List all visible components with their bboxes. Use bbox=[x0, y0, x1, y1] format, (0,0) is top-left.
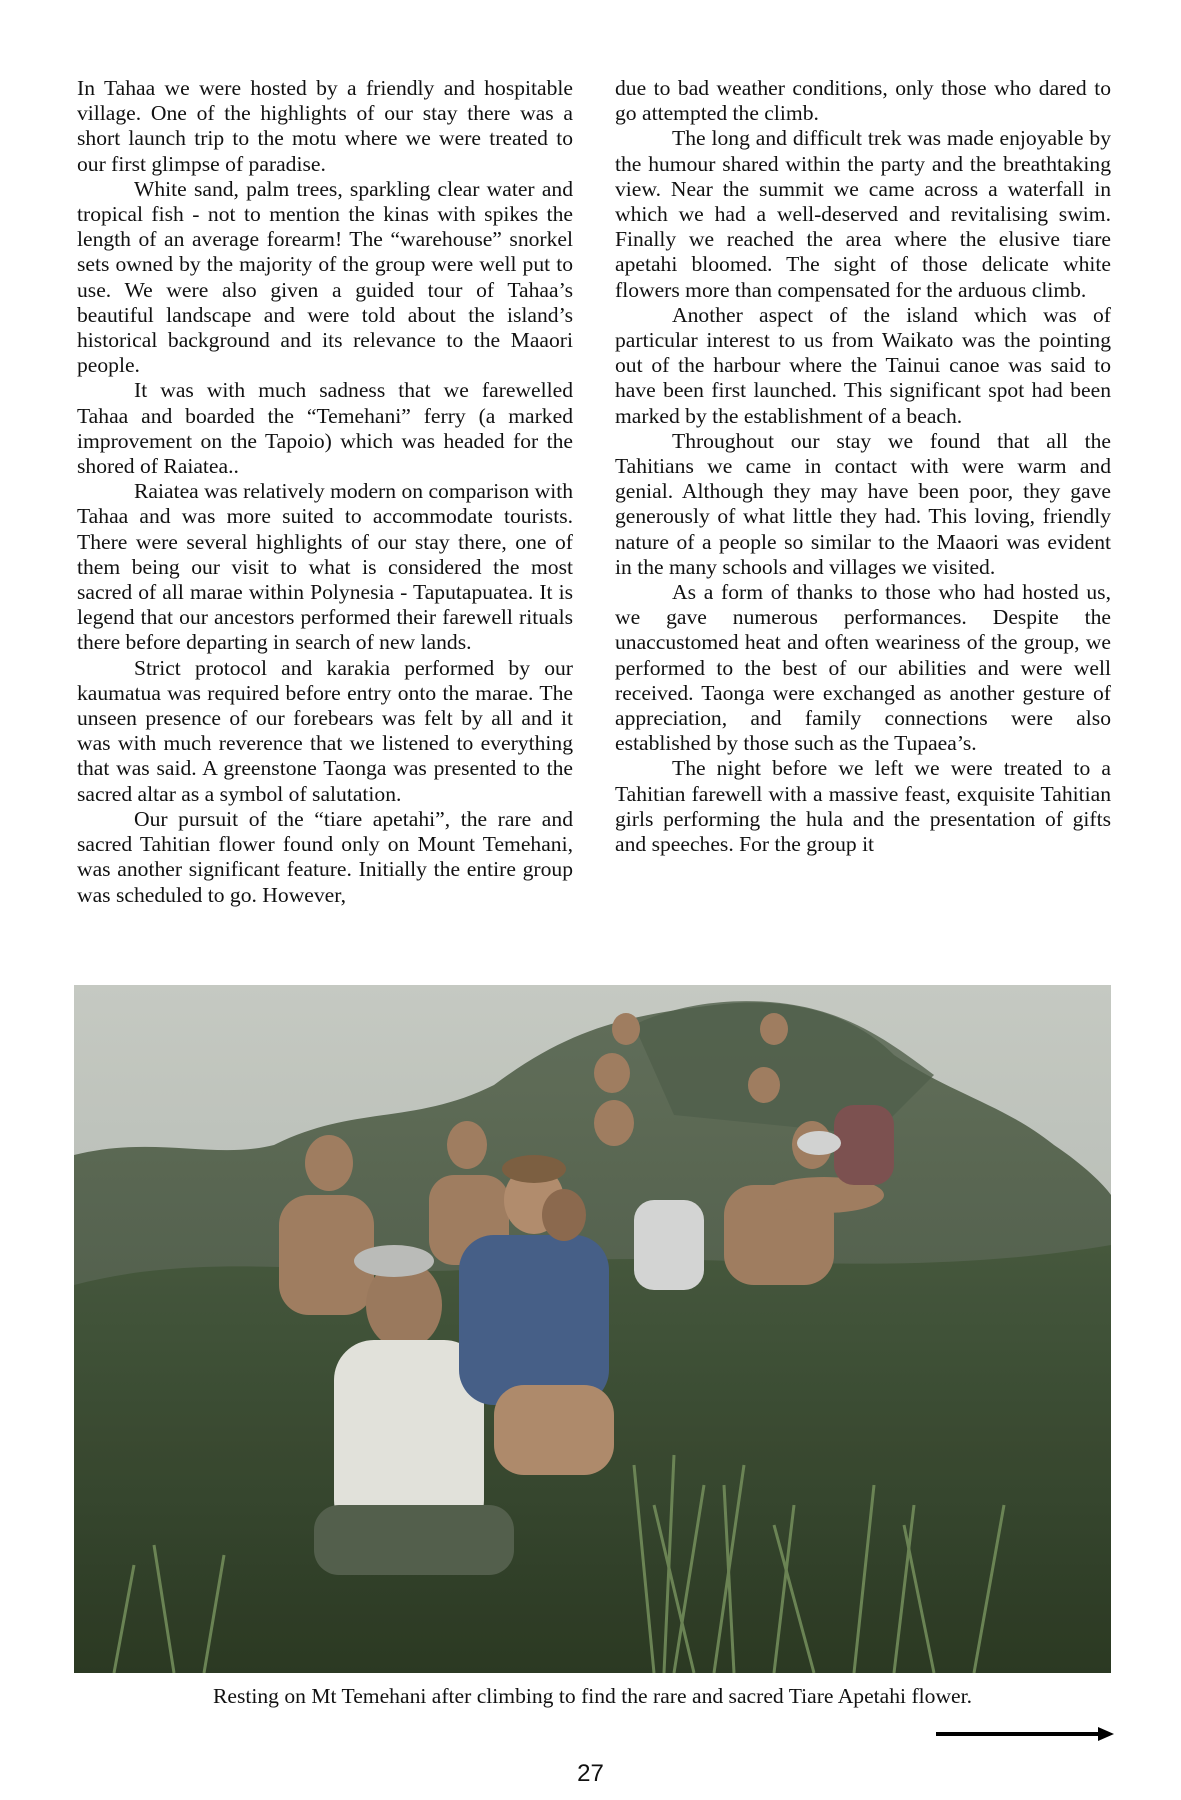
paragraph: due to bad weather conditions, only those who dared to go attempted the climb. bbox=[615, 76, 1111, 126]
paragraph: The long and difficult trek was made enjoyable by the humour shared within the party and the breathtaking view. Near the summit we came across a waterfall in which we had a well-deserved and revitalising swim. Finally we reached the area where the elusive tiare apetahi bloomed. The sight of those delicate white flowers more than compensated for the arduous climb. bbox=[615, 126, 1111, 302]
paragraph: As a form of thanks to those who had hosted us, we gave numerous performances. Despite the unaccustomed heat and often weariness of the group, we performed to the best of our abilities and were well received. Taonga were exchanged as another gesture of appreciation, and family connections were also established by those such as the Tupaea’s. bbox=[615, 580, 1111, 756]
paragraph: The night before we left we were treated to a Tahitian farewell with a massive feast, exquisite Tahitian girls performing the hula and the presentation of gifts and speeches. For the group it bbox=[615, 756, 1111, 857]
paragraph: Our pursuit of the “tiare apetahi”, the rare and sacred Tahitian flower found only on Mount Temehani, was another significant feature. Initially the entire group was scheduled to go. However, bbox=[77, 806, 573, 907]
group-photo bbox=[74, 985, 1111, 1673]
paragraph: It was with much sadness that we farewelled Tahaa and boarded the “Temehani” ferry (a marked improvement on the Tapoio) which was headed for the shored of Raiatea.. bbox=[77, 378, 573, 479]
paragraph: Raiatea was relatively modern on comparison with Tahaa and was more suited to accommodate tourists. There were several highlights of our stay there, one of them being our visit to what is considered the most sacred of all marae within Polynesia - Taputapuatea. It is legend that our ancestors performed their farewell rituals there before departing in search of new lands. bbox=[77, 479, 573, 655]
paragraph: Another aspect of the island which was of particular interest to us from Waikato was the pointing out of the harbour where the Tainui canoe was said to have been first launched. This significant spot had been marked by the establishment of a beach. bbox=[615, 302, 1111, 428]
article-left-column bbox=[77, 76, 573, 908]
photo-caption: Resting on Mt Temehani after climbing to find the rare and sacred Tiare Apetahi flower. bbox=[212, 1684, 973, 1708]
right-arrow-icon bbox=[936, 1726, 1114, 1742]
group-photo-illustration bbox=[74, 985, 1111, 1673]
paragraph: Throughout our stay we found that all the Tahitians we came in contact with were warm and genial. Although they may have been poor, they gave generously of what little they had. This loving, friendly nature of a people so similar to the Maaori was evident in the many schools and villages we visited. bbox=[615, 428, 1111, 579]
article-right-column bbox=[615, 76, 1111, 857]
paragraph: White sand, palm trees, sparkling clear water and tropical fish - not to mention the kinas with spikes the length of an average forearm! The “warehouse” snorkel sets owned by the majority of the group were well put to use. We were also given a guided tour of Tahaa’s beautiful landscape and were told about the island’s historical background and its relevance to the Maaori people. bbox=[77, 176, 573, 378]
paragraph: In Tahaa we were hosted by a friendly and hospitable village. One of the highlights of our stay there was a short launch trip to the motu where we were treated to our first glimpse of paradise. bbox=[77, 76, 573, 176]
page-number: 27 bbox=[577, 1760, 604, 1787]
paragraph: Strict protocol and karakia performed by our kaumatua was required before entry onto the marae. The unseen presence of our forebears was felt by all and it was with much reverence that we listened to everything that was said. A greenstone Taonga was presented to the sacred altar as a symbol of salutation. bbox=[77, 655, 573, 806]
